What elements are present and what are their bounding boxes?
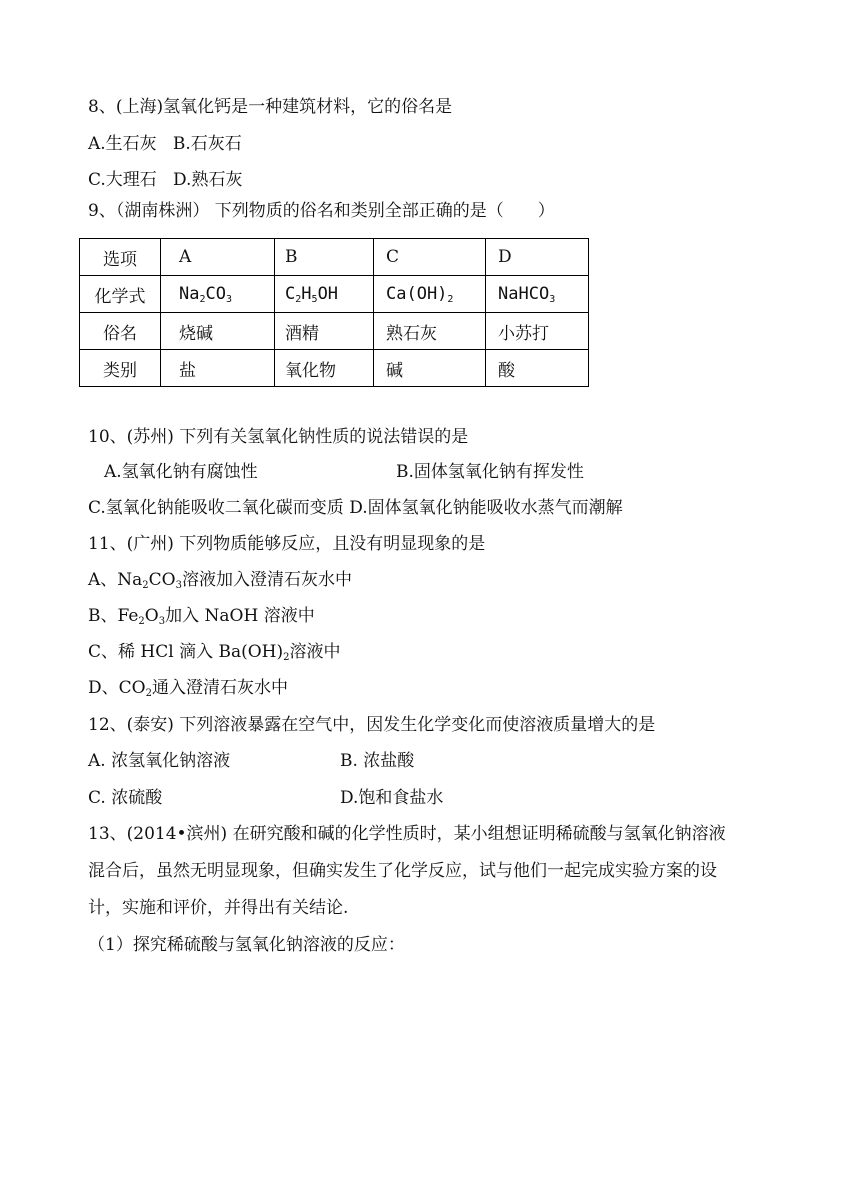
table-row (80, 276, 589, 313)
option-b: B、$Fe_2O_3$加入 NaOH 溶液中 (88, 606, 315, 627)
option-c: C.大理石 (88, 170, 157, 190)
formula-cell: $Ca(OH)_2$ (374, 276, 486, 313)
table-cell: 盐 (161, 350, 275, 387)
option-b: B.石灰石 (172, 134, 242, 154)
row-header: 选项 (80, 239, 161, 276)
option-d: D.固体氢氧化钠能吸收水蒸气而潮解 (349, 498, 623, 518)
option-b-text: B、Fe (88, 606, 139, 626)
option-a-text: A、Na (88, 570, 143, 590)
table-cell: 氧化物 (275, 350, 374, 387)
option-a: A、$Na_2CO_3$溶液加入澄清石灰水中 (88, 570, 352, 591)
table-row (80, 239, 589, 276)
option-c-text: C、稀 HCl 滴入 Ba(OH) (88, 642, 284, 662)
question-13-line2: 混合后，虽然无明显现象，但确实发生了化学反应，试与他们一起完成实验方案的设 (88, 861, 717, 881)
table-cell: A (161, 239, 275, 276)
question-8-stem: 8、(上海)氢氧化钙是一种建筑材料，它的俗名是 (88, 97, 453, 117)
option-d: D.饱和食盐水 (340, 788, 444, 808)
option-c: C、稀 HCl 滴入 $Ba(OH)_2$溶液中 (88, 642, 341, 663)
option-d-text-end: 通入澄清石灰水中 (151, 678, 288, 698)
option-c: C.氢氧化钠能吸收二氧化碳而变质 (88, 498, 344, 518)
option-a: A. 浓氢氧化钠溶液 (88, 751, 231, 771)
option-a: A.氢氧化钠有腐蚀性 (104, 462, 258, 482)
formula-cell: $C_2H_5OH$ (275, 276, 374, 313)
row-header: 类别 (80, 350, 161, 387)
table-row (80, 350, 589, 387)
table-row (80, 313, 589, 350)
option-b-text-end: 加入 NaOH 溶液中 (165, 606, 315, 626)
option-b: B. 浓盐酸 (340, 751, 415, 771)
question-10-stem: 10、(苏州) 下列有关氢氧化钠性质的说法错误的是 (88, 427, 469, 447)
question-13-sub1: （1）探究稀硫酸与氢氧化钠溶液的反应： (88, 935, 405, 955)
option-a-text-end: 溶液加入澄清石灰水中 (182, 570, 352, 590)
formula-cell: $Na_2CO_3$ (161, 276, 275, 313)
formula-cell: NaHCO$_3$ (486, 276, 589, 313)
option-d-text: D、CO (88, 678, 146, 698)
question-8-options-row2 (88, 169, 242, 191)
question-9-table (79, 238, 589, 387)
option-c-text-end: 溶液中 (289, 642, 341, 662)
table-cell: 烧碱 (161, 313, 275, 350)
table-cell: C (374, 239, 486, 276)
question-9-stem: 9、（湖南株洲） 下列物质的俗名和类别全部正确的是（ ） (88, 201, 555, 221)
table-cell: 酒精 (275, 313, 374, 350)
table-cell: D (486, 239, 589, 276)
question-13-line3: 计，实施和评价，并得出有关结论. (88, 898, 349, 918)
table-cell: 小苏打 (486, 313, 589, 350)
row-header: 俗名 (80, 313, 161, 350)
option-a: A.生石灰 (88, 134, 157, 154)
table-cell: B (275, 239, 374, 276)
question-10-options-row2 (88, 497, 623, 519)
option-b: B.固体氢氧化钠有挥发性 (396, 462, 584, 482)
table-cell: 碱 (374, 350, 486, 387)
row-header: 化学式 (80, 276, 161, 313)
question-11-stem: 11、(广州) 下列物质能够反应，且没有明显现象的是 (88, 534, 486, 554)
question-13-line1: 13、(2014•滨州) 在研究酸和碱的化学性质时，某小组想证明稀硫酸与氢氧化钠溶液 (88, 824, 726, 844)
table-cell: 酸 (486, 350, 589, 387)
question-8-options-row1 (88, 133, 242, 155)
question-12-stem: 12、(泰安) 下列溶液暴露在空气中，因发生化学变化而使溶液质量增大的是 (88, 715, 656, 735)
option-c: C. 浓硫酸 (88, 788, 163, 808)
option-d: D、$CO_2$通入澄清石灰水中 (88, 678, 288, 699)
option-d: D.熟石灰 (173, 170, 243, 190)
table-cell: 熟石灰 (374, 313, 486, 350)
